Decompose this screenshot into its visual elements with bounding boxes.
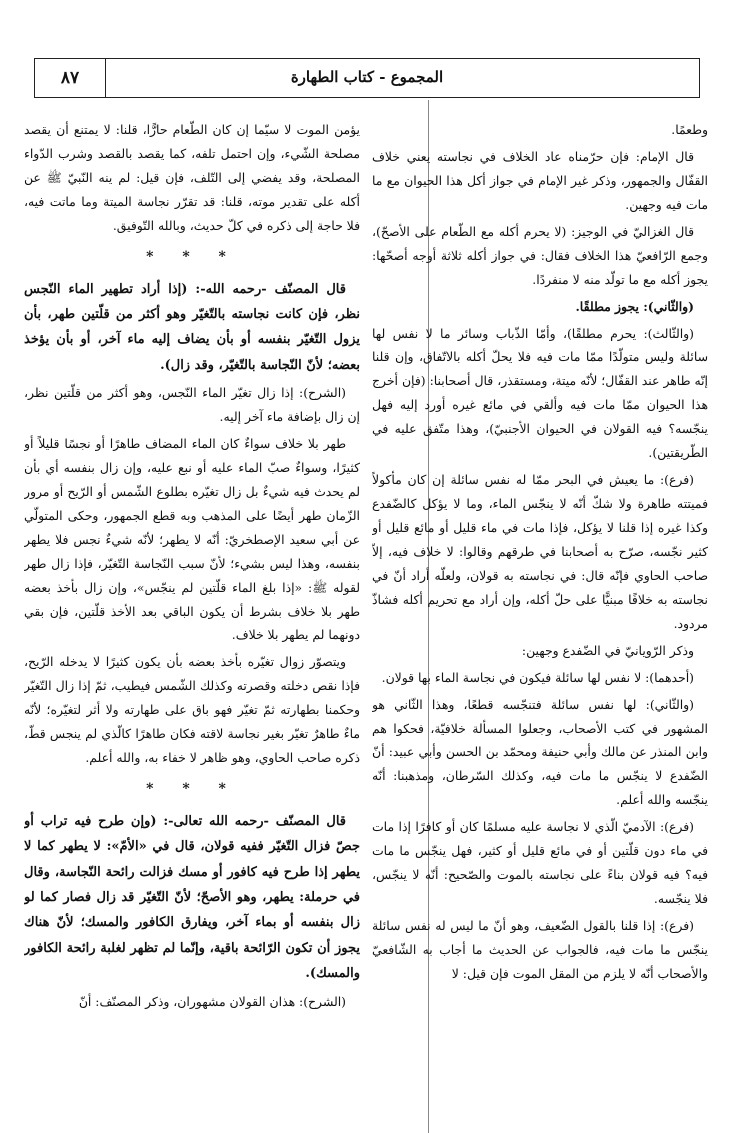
paragraph: (فرع): إذا قلنا بالقول الضّعيف، وهو أنّ ما ليس له نفس سائلة ينجّس ما مات فيه، فالجواب عن الحديث ما أجاب به الشّافعيّ والأصحاب أنّه لا يلزم من المقل الموت فإن قيل: لا [372,918,708,981]
right-column [372,118,708,1128]
paragraph: قال الإمام: فإن حرّمناه عاد الخلاف في نجاسته يعني خلاف القفّال والجمهور، وذكر غير الإمام في جواز أكل هذا الحيوان مع ما مات فيه وجهين. [372,148,708,212]
paragraph: ويتصوّر زوال تغيّره بأخذ بعضه بأن يكون كثيرًا لا يدخله الرّيح، فإذا نقص دخلته وقصرته وكذلك الشّمس فيطيب، ثمّ إذا زال التّغيّر وحكمنا بطهارته ثمّ تغيّر فهو باق على طهارته ولا أثر لتغيّره؛ لأنّه ماءٌ طاهرٌ تغيّر بغير نجاسة لاقته فكان طاهرًا كالّذي لم ينجس قطّ، ذكره صاحب الحاوي، وهو ظاهر لا خفاء به، والله أعلم. [24,654,360,766]
paragraph: قال الغزاليّ في الوجيز: (لا يحرم أكله مع الطّعام على الأصحّ)، وجمع الرّافعيّ هذا الخلاف فقال: في جواز أكله ثلاثة أوجه أصحّها: يجوز أكله مع ما تولّد منه لا منفردًا. [372,223,708,287]
author-quote: قال المصنّف -رحمه الله-: (إذا أراد تطهير الماء النّجس نظر، فإن كانت نجاسته بالتّغيّر وهو أكثر من قلّتين طهر، بأن يزول التّغيّر بنفسه أو بأن يضاف إليه ماء آخر، أو بأن يؤخذ بعضه؛ لأنّ النّجاسة بالتّغيّر، وقد زال). [24,281,360,373]
paragraph: (أحدهما): لا نفس لها سائلة فيكون في نجاسة الماء بها قولان. [381,669,694,685]
paragraph: (والثّاني): لها نفس سائلة فتنجّسه قطعًا، وهذا الثّاني هو المشهور في كتب الأصحاب، وجعلوا المسألة خلافيّة، فحكوا هم وابن المنذر عن مالك وأبي حنيفة ومحمّد بن الحسن وأبي عبيد: أنّ الضّفدع لا ينجّس ما مات فيه، وكذلك السّرطان، ومذهبنا: أنّه ينجّسه والله أعلم. [372,696,708,808]
paragraph: (والثّالث): يحرم مطلقًا)، وأمّا الذّباب وسائر ما لا نفس لها سائلة وليس متولّدًا ممّا مات فيه فلا يحلّ أكله بالاتّفاق، وإن قلنا إنّه طاهر عند القفّال؛ لأنّه ميتة، ومستقذر، قال أصحابنا: (فإن أخرج هذا الحيوان ممّا مات فيه وألقي في مائع غيره أورد إليه فهل ينجّسه؟ فيه القولان في الحيوان الأجنبيّ)، وهذا متّفق عليه في الطّريقتين). [372,325,708,461]
paragraph: وطعمًا. [671,122,708,137]
paragraph: وذكر الرّويانيّ في الضّفدع وجهين: [521,642,694,658]
paragraph: طهر بلا خلاف سواءٌ كان الماء المضاف طاهرًا أو نجسًا قليلاً أو كثيرًا، وسواءٌ صبّ الماء عليه أو نبع عليه، وإن زال بنفسه أي بأن لم يحدث فيه شيءٌ بل زال تغيّره بطلوع الشّمس أو الرّيح أو مرور الزّمان طهر أيضًا على المذهب وبه قطع الجمهور، وحكى المتولّي عن أبي سعيد الإصطخريّ: أنّه لا يطهر؛ لأنّه شيءٌ نجس فلا يطهر بنفسه، وهذا ليس بشيء؛ لأنّ سبب النّجاسة التّغيّر، فإذا زال طهر لقوله ﷺ: «إذا بلغ الماء قلّتين لم ينجّس»، وإن زال بأخذ بعضه طهر بلا خلاف بشرط أن يكون الباقي بعد الأخذ قلّتين، فإن بقي دونهما لم يطهر بلا خلاف. [24,435,360,643]
author-quote: قال المصنّف -رحمه الله تعالى-: (وإن طرح فيه تراب أو جصّ فزال التّغيّر ففيه قولان، قال في «الأمّ»: لا يطهر كما لا يطهر إذا طرح فيه كافور أو مسك فزالت رائحة النّجاسة، وقال في حرملة: يطهر، وهو الأصحّ؛ لأنّ التّغيّر قد زال فصار كما لو زال بنفسه أو بماء آخر، ويفارق الكافور والمسك؛ لأنّ هناك يجوز أن تكون الرّائحة باقية، وإنّما لم تظهر لغلبة رائحة الكافور والمسك). [24,814,360,982]
paragraph: (الشرح): هذان القولان مشهوران، وذكر المصنّف: أنّ [78,993,346,1009]
page-number: ٨٧ [35,59,106,97]
running-title: المجموع - كتاب الطهارة [290,68,444,86]
page-header [34,58,700,98]
paragraph: (والثّاني): يجوز مطلقًا. [575,298,694,314]
paragraph: يؤمن الموت لا سيّما إن كان الطّعام حارًّا، قلنا: لا يمتنع أن يقصد مصلحة الشّيء، وإن احتمل تلفه، كما يقصد بالقصد وشرب الدّواء المصلحة، وقد يفضي إلى التّلف، فإن قيل: لم ينه النّبيّ ﷺ عن أكله على تقدير موته، قلنا: قد تقرّر نجاسة الميتة وما ماتت فيه، فلا حاجة إلى ذكره في كلّ حديث، وبالله التّوفيق. [24,122,360,233]
paragraph: (الشرح): إذا زال تغيّر الماء النّجس، وهو أكثر من قلّتين نظر، إن زال بإضافة ماء آخر إليه. [24,385,360,425]
left-column [24,118,360,1128]
section-separator: * * * [146,781,238,798]
paragraph: (فرع): ما يعيش في البحر ممّا له نفس سائلة إن كان مأكولاً فميتته طاهرة ولا شكّ أنّه لا ينجّس الماء، وما لا يؤكل كالضّفدع وكذا غيره إذا قلنا لا يؤكل، فإذا مات في ماء قليل أو مائع قليل أو كثير نجّسه، صرّح به أصحابنا في طرقهم وقالوا: لا خلاف فيه، إلاّ صاحب الحاوي فإنّه قال: في نجاسته به قولان، ولعلّه أراد أنّ في نجاسته به خلافًا مبنيًّا على حلّ أكله، وإن أراد مع تحريم أكله فشاذّ مردود. [372,472,708,631]
paragraph: (فرع): الآدميّ الّذي لا نجاسة عليه مسلمًا كان أو كافرًا إذا مات في ماء دون قلّتين أو في مائع قليل أو كثير، فهل ينجّس ما مات فيه؟ فيه قولان بناءً على نجاسته بالموت والصّحيح: أنّه لا ينجّس، فلا ينجّسه. [372,819,708,907]
section-separator: * * * [146,248,238,265]
